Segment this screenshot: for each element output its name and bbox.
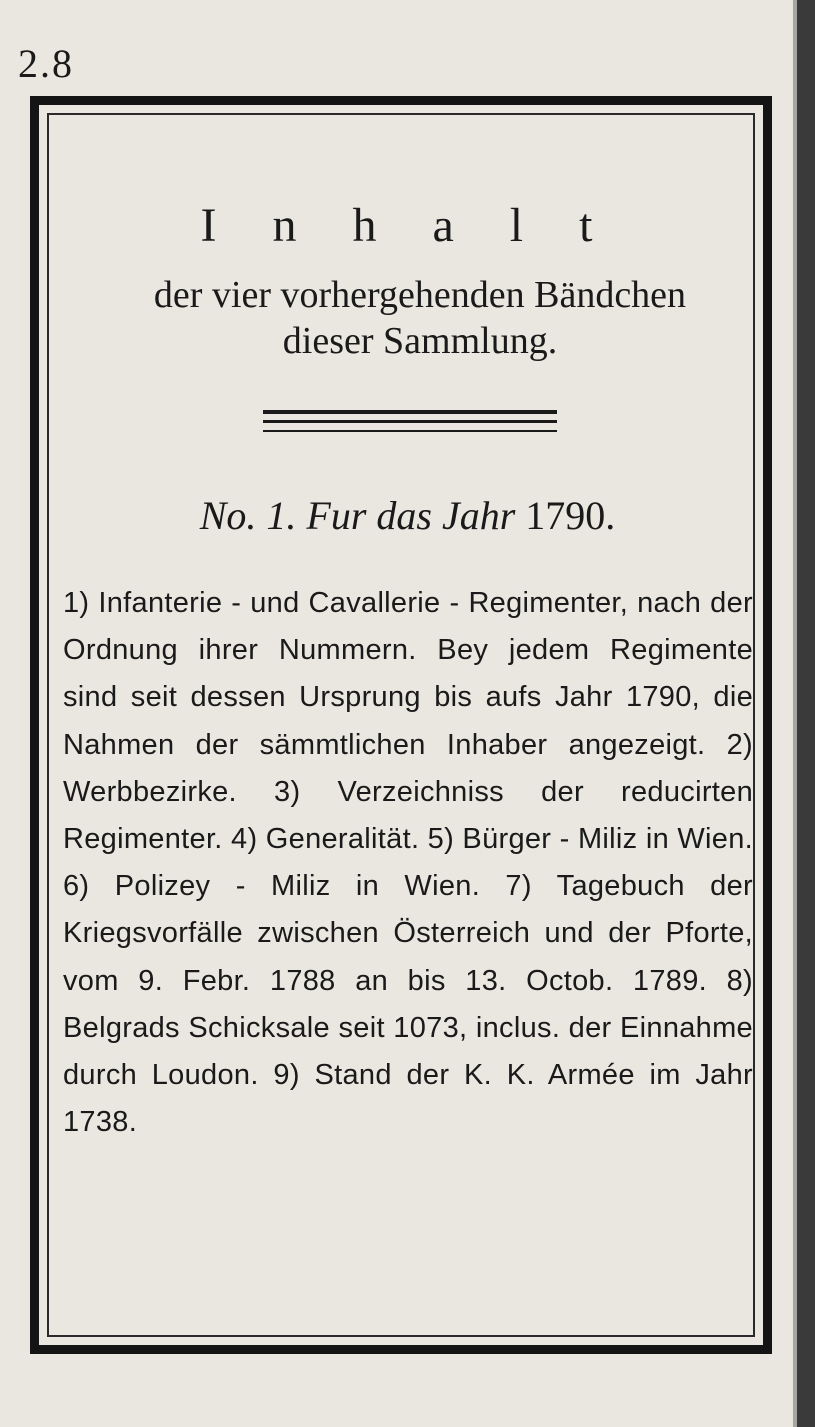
decorative-rule-top [263, 410, 557, 414]
subtitle-line-2: dieser Sammlung. [282, 320, 558, 362]
page-title: I n h a l t [200, 199, 615, 252]
section-label: Fur das Jahr [306, 493, 516, 538]
decorative-rule-middle [263, 420, 557, 423]
decorative-rule-bottom [263, 430, 557, 432]
section-number: No. 1. [199, 493, 297, 538]
section-year: 1790. [525, 493, 616, 538]
contents-paragraph: 1) Infanterie - und Cavallerie - Regimenter, nach der Ordnung ihrer Nummern. Bey jedem Regimente sind seit dessen Ursprung bis aufs Jahr 1790, die Nahmen der sämmtlichen Inhaber angezeigt. 2) Werbbezirke. 3) Verzeichniss der reducirten Regimenter. 4) Generalität. 5) Bürger - Miliz in Wien. 6) Polizey - Miliz in Wien. 7) Tagebuch der Kriegsvorfälle zwischen Österreich und der Pforte, vom 9. Febr. 1788 an bis 13. Octob. 1789. 8) Belgrads Schicksale seit 1073, inclus. der Einnahme durch Loudon. 9) Stand der K. K. Armée im Jahr 1738. [63, 587, 753, 1139]
page-subtitle [60, 272, 780, 364]
subtitle-line-1: der vier vorhergehenden Bändchen [153, 274, 687, 316]
section-heading [0, 492, 815, 539]
page-number: 2.8 [18, 41, 74, 86]
